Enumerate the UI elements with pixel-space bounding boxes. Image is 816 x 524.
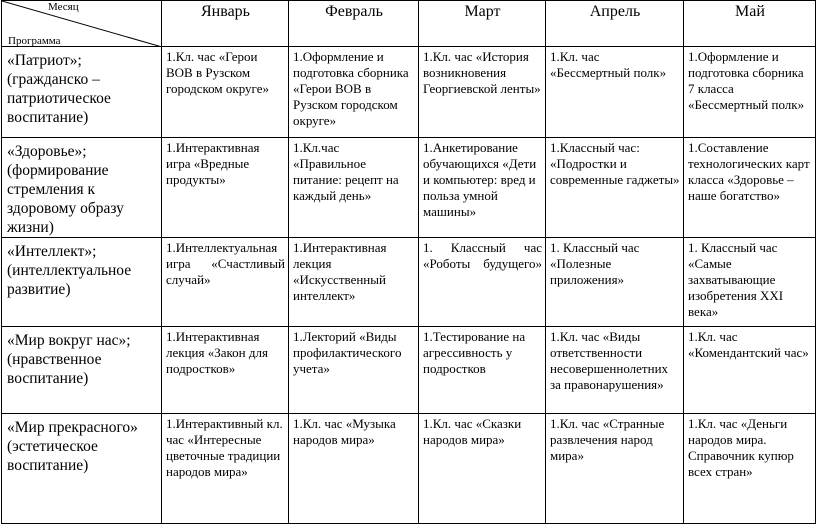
program-world-around: «Мир вокруг нас»; (нравственное воспитание)	[2, 327, 162, 414]
table-row	[2, 138, 816, 238]
table-row	[2, 414, 816, 524]
table-cell: 1.Кл. час «Комендантский час»	[684, 327, 816, 414]
month-april: Апрель	[546, 1, 684, 47]
table-cell: 1.Кл. час «Деньги народов мира. Справочник купюр всех стран»	[684, 414, 816, 524]
table-cell: 1.Тестирование на агрессивность у подростков	[419, 327, 546, 414]
table-cell: 1.Интерактивная лекция «Закон для подростков»	[162, 327, 289, 414]
table-cell: 1.Оформление и подготовка сборника 7 класса «Бессмертный полк»	[684, 47, 816, 138]
month-axis-label: Месяц	[48, 1, 79, 13]
month-may: Май	[684, 1, 816, 47]
table-cell: 1. Классный час «Самые захватывающие изобретения XXI века»	[684, 238, 816, 327]
table-row	[2, 327, 816, 414]
table-cell: 1.Классный час: «Подростки и современные гаджеты»	[546, 138, 684, 238]
table-row	[2, 238, 816, 327]
table-cell: 1.Кл. час «Музыка народов мира»	[289, 414, 419, 524]
program-beautiful: «Мир прекрасного» (эстетическое воспитание)	[2, 414, 162, 524]
table-cell: 1.Составление технологических карт класса «Здоровье – наше богатство»	[684, 138, 816, 238]
month-march: Март	[419, 1, 546, 47]
header-row	[2, 1, 816, 47]
program-health: «Здоровье»; (формирование стремления к здоровому образу жизни)	[2, 138, 162, 238]
program-axis-label: Программа	[8, 35, 61, 47]
plan-table	[1, 0, 816, 524]
table-cell: 1.Интерактивная лекция «Искусственный интеллект»	[289, 238, 419, 327]
table-cell: 1.Кл. час «Бессмертный полк»	[546, 47, 684, 138]
table-cell: 1.Лекторий «Виды профилактического учета»	[289, 327, 419, 414]
table-cell: 1.Кл. час «Герои ВОВ в Рузском городском округе»	[162, 47, 289, 138]
table-row	[2, 47, 816, 138]
table-cell: 1.Кл.час «Правильное питание: рецепт на каждый день»	[289, 138, 419, 238]
program-intellect: «Интеллект»; (интеллектуальное развитие)	[2, 238, 162, 327]
table-cell: 1.Кл. час «История возникновения Георгиевской ленты»	[419, 47, 546, 138]
corner-cell	[2, 1, 162, 47]
month-february: Февраль	[289, 1, 419, 47]
table-cell: 1.Кл. час «Сказки народов мира»	[419, 414, 546, 524]
month-january: Январь	[162, 1, 289, 47]
table-cell: 1.Интерактивный кл. час «Интересные цветочные традиции народов мира»	[162, 414, 289, 524]
table-cell: 1.Кл. час «Виды ответственности несовершеннолетних за правонарушения»	[546, 327, 684, 414]
program-patriot: «Патриот»; (гражданско – патриотическое воспитание)	[2, 47, 162, 138]
table-cell: 1.Оформление и подготовка сборника «Герои ВОВ в Рузском городском округе»	[289, 47, 419, 138]
table-cell: 1. Классный час «Роботы будущего»	[419, 238, 546, 327]
table-cell: 1.Интеллектуальная игра «Счастливый случай»	[162, 238, 289, 327]
table-cell: 1.Кл. час «Странные развлечения народ мира»	[546, 414, 684, 524]
table-cell: 1.Интерактивная игра «Вредные продукты»	[162, 138, 289, 238]
table-cell: 1.Анкетирование обучающихся «Дети и компьютер: вред и польза умной машины»	[419, 138, 546, 238]
table-cell: 1. Классный час «Полезные приложения»	[546, 238, 684, 327]
